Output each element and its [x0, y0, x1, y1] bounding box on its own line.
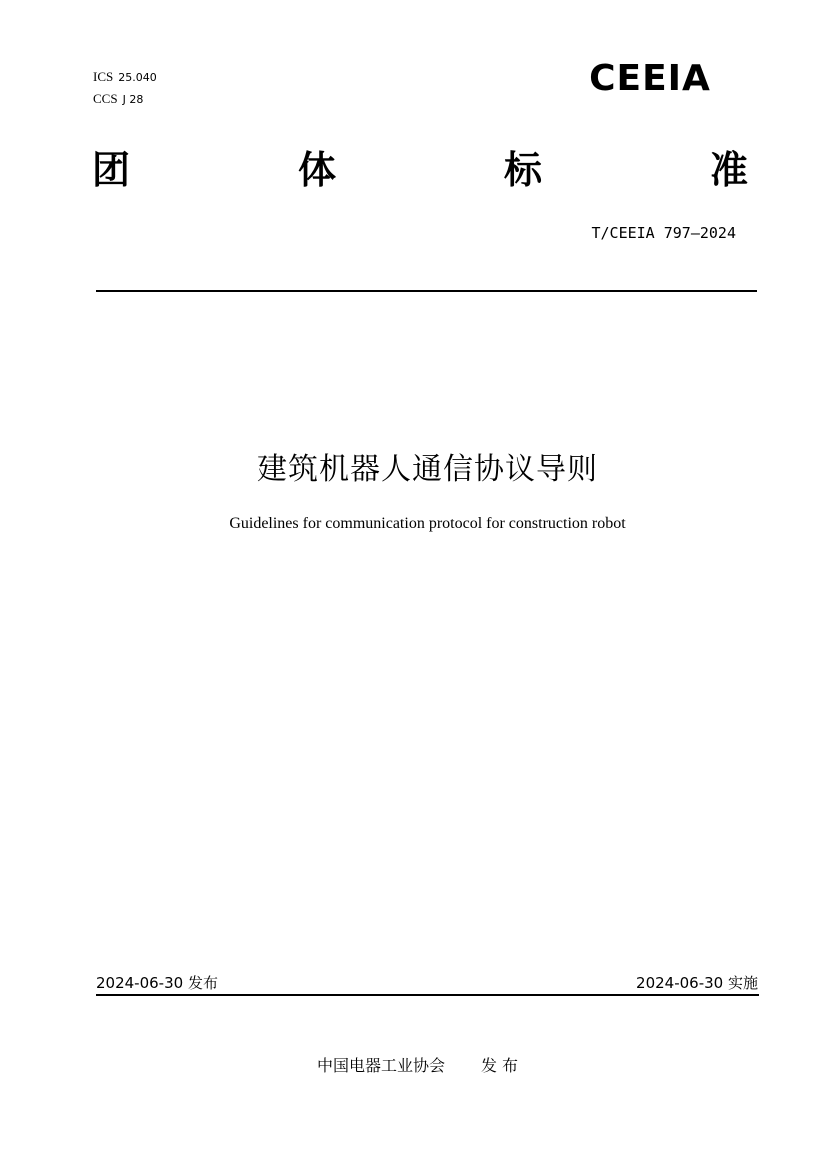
org-logo: CEEIA	[589, 58, 711, 99]
implementation-date: 2024-06-30 实施	[636, 974, 758, 992]
ics-label: ICS	[93, 69, 114, 84]
publisher-action: 发 布	[480, 1056, 519, 1075]
ics-code	[93, 66, 157, 88]
classification-codes	[93, 66, 157, 110]
issue-date: 2024-06-30 发布	[96, 974, 218, 992]
ccs-label: CCS	[93, 91, 118, 106]
standard-type-char: 体	[297, 147, 336, 192]
ics-value: 25.040	[118, 71, 157, 84]
standard-number: T/CEEIA 797—2024	[591, 224, 736, 242]
document-title-en: Guidelines for communication protocol for construction robot	[229, 515, 626, 532]
document-title-zh: 建筑机器人通信协议导则	[257, 452, 598, 487]
standard-type-char: 标	[503, 147, 542, 192]
footer-divider	[96, 994, 759, 996]
header-divider	[96, 290, 757, 292]
publisher-name: 中国电器工业协会	[316, 1056, 445, 1075]
ccs-code	[93, 88, 157, 110]
standard-type-char: 准	[709, 147, 748, 192]
standard-type-heading	[92, 145, 748, 195]
ccs-value: J 28	[122, 93, 144, 106]
standard-type-char: 团	[92, 147, 131, 192]
publisher	[0, 1053, 815, 1076]
